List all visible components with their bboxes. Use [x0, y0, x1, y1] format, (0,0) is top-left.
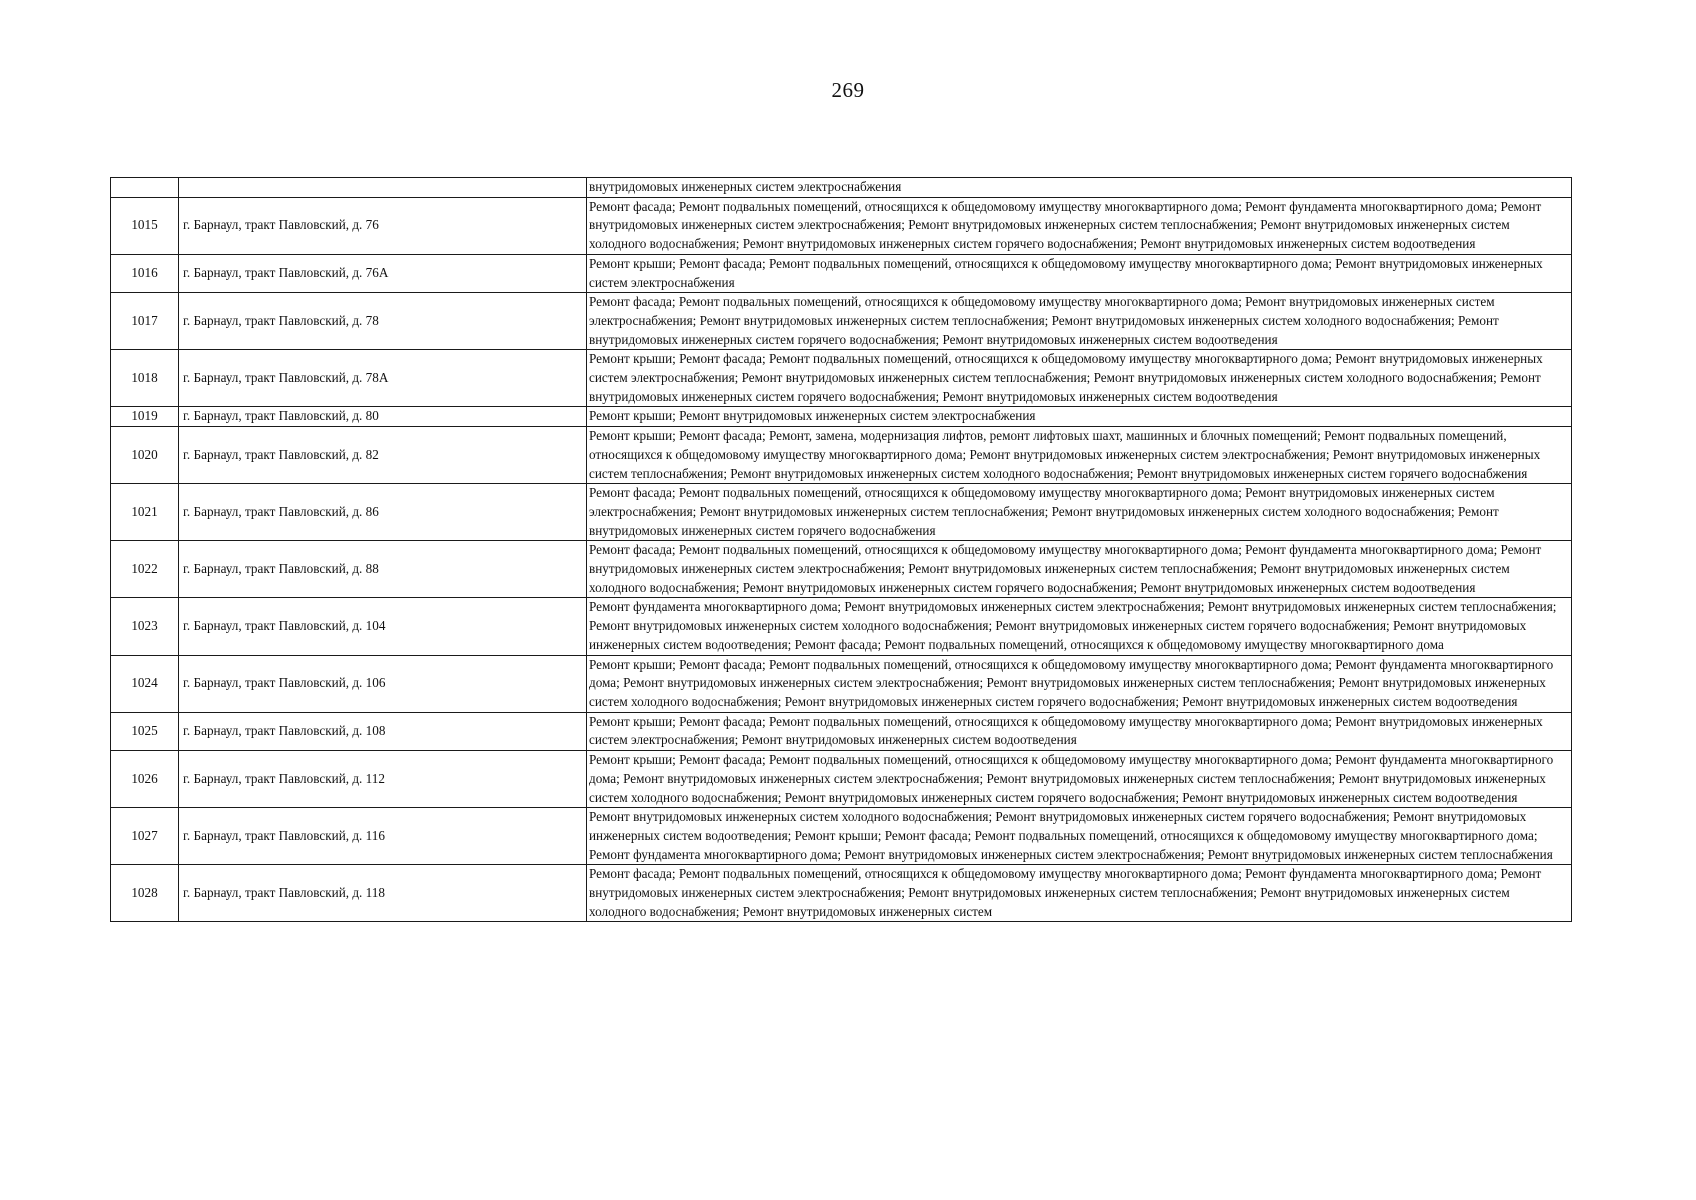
row-number-cell: 1016 — [111, 254, 179, 292]
row-number-cell: 1028 — [111, 865, 179, 922]
row-number-cell: 1021 — [111, 484, 179, 541]
table-row-continuation — [111, 178, 1572, 198]
address-cell: г. Барнаул, тракт Павловский, д. 118 — [179, 865, 587, 922]
row-number-cell: 1027 — [111, 808, 179, 865]
address-cell: г. Барнаул, тракт Павловский, д. 78 — [179, 293, 587, 350]
address-cell: г. Барнаул, тракт Павловский, д. 82 — [179, 427, 587, 484]
row-number-cell: 1020 — [111, 427, 179, 484]
row-number-cell: 1024 — [111, 655, 179, 712]
table-row — [111, 407, 1572, 427]
address-cell: г. Барнаул, тракт Павловский, д. 76 — [179, 197, 587, 254]
table-row — [111, 293, 1572, 350]
row-number-cell: 1015 — [111, 197, 179, 254]
table-row — [111, 655, 1572, 712]
works-cell: Ремонт фасада; Ремонт подвальных помещений, относящихся к общедомовому имуществу многоквартирного дома; Ремонт фундамента многоквартирного дома; Ремонт внутридомовых инженерных систем электроснабжения; Ремонт внутридомовых инженерных систем теплоснабжения; Ремонт внутридомовых инженерных систем холодного водоснабжения; Ремонт внутридомовых инженерных систем горячего водоснабжения; Ремонт внутридомовых инженерных систем водоотведения — [587, 541, 1572, 598]
row-number-cell: 1025 — [111, 712, 179, 750]
repair-works-table — [110, 177, 1572, 922]
table-body — [111, 178, 1572, 922]
works-cell: Ремонт крыши; Ремонт фасада; Ремонт подвальных помещений, относящихся к общедомовому имуществу многоквартирного дома; Ремонт внутридомовых инженерных систем электроснабжения; Ремонт внутридомовых инженерных систем водоотведения — [587, 712, 1572, 750]
table-row — [111, 427, 1572, 484]
works-cell: Ремонт крыши; Ремонт фасада; Ремонт подвальных помещений, относящихся к общедомовому имуществу многоквартирного дома; Ремонт фундамента многоквартирного дома; Ремонт внутридомовых инженерных систем электроснабжения; Ремонт внутридомовых инженерных систем теплоснабжения; Ремонт внутридомовых инженерных систем холодного водоснабжения; Ремонт внутридомовых инженерных систем горячего водоснабжения; Ремонт внутридомовых инженерных систем водоотведения — [587, 751, 1572, 808]
table-row — [111, 541, 1572, 598]
address-cell: г. Барнаул, тракт Павловский, д. 80 — [179, 407, 587, 427]
works-cell: Ремонт фасада; Ремонт подвальных помещений, относящихся к общедомовому имуществу многоквартирного дома; Ремонт фундамента многоквартирного дома; Ремонт внутридомовых инженерных систем электроснабжения; Ремонт внутридомовых инженерных систем теплоснабжения; Ремонт внутридомовых инженерных систем холодного водоснабжения; Ремонт внутридомовых инженерных систем горячего водоснабжения; Ремонт внутридомовых инженерных систем водоотведения — [587, 197, 1572, 254]
table-row — [111, 254, 1572, 292]
address-cell: г. Барнаул, тракт Павловский, д. 112 — [179, 751, 587, 808]
address-cell: г. Барнаул, тракт Павловский, д. 106 — [179, 655, 587, 712]
page-number: 269 — [831, 78, 865, 102]
works-cell: Ремонт крыши; Ремонт фасада; Ремонт, замена, модернизация лифтов, ремонт лифтовых шахт, машинных и блочных помещений; Ремонт подвальных помещений, относящихся к общедомовому имуществу многоквартирного дома; Ремонт внутридомовых инженерных систем электроснабжения; Ремонт внутридомовых инженерных систем теплоснабжения; Ремонт внутридомовых инженерных систем холодного водоснабжения; Ремонт внутридомовых инженерных систем горячего водоснабжения — [587, 427, 1572, 484]
works-cell: Ремонт фасада; Ремонт подвальных помещений, относящихся к общедомовому имуществу многоквартирного дома; Ремонт внутридомовых инженерных систем электроснабжения; Ремонт внутридомовых инженерных систем теплоснабжения; Ремонт внутридомовых инженерных систем холодного водоснабжения; Ремонт внутридомовых инженерных систем горячего водоснабжения; Ремонт внутридомовых инженерных систем водоотведения — [587, 293, 1572, 350]
works-cell: Ремонт крыши; Ремонт внутридомовых инженерных систем электроснабжения — [587, 407, 1572, 427]
table-row — [111, 350, 1572, 407]
address-cell: г. Барнаул, тракт Павловский, д. 86 — [179, 484, 587, 541]
table-row — [111, 598, 1572, 655]
address-cell: г. Барнаул, тракт Павловский, д. 76А — [179, 254, 587, 292]
row-number-cell: 1026 — [111, 751, 179, 808]
table-row — [111, 712, 1572, 750]
works-cell: Ремонт фасада; Ремонт подвальных помещений, относящихся к общедомовому имуществу многоквартирного дома; Ремонт внутридомовых инженерных систем электроснабжения; Ремонт внутридомовых инженерных систем теплоснабжения; Ремонт внутридомовых инженерных систем холодного водоснабжения; Ремонт внутридомовых инженерных систем горячего водоснабжения — [587, 484, 1572, 541]
row-number-cell: 1019 — [111, 407, 179, 427]
row-number-cell: 1018 — [111, 350, 179, 407]
table-row — [111, 808, 1572, 865]
works-cell: Ремонт внутридомовых инженерных систем холодного водоснабжения; Ремонт внутридомовых инженерных систем горячего водоснабжения; Ремонт внутридомовых инженерных систем водоотведения; Ремонт крыши; Ремонт фасада; Ремонт подвальных помещений, относящихся к общедомовому имуществу многоквартирного дома; Ремонт фундамента многоквартирного дома; Ремонт внутридомовых инженерных систем электроснабжения; Ремонт внутридомовых инженерных систем теплоснабжения — [587, 808, 1572, 865]
row-number-cell: 1017 — [111, 293, 179, 350]
row-number-cell: 1022 — [111, 541, 179, 598]
address-cell: г. Барнаул, тракт Павловский, д. 88 — [179, 541, 587, 598]
address-cell: г. Барнаул, тракт Павловский, д. 116 — [179, 808, 587, 865]
row-number-cell — [111, 178, 179, 198]
works-cell: Ремонт фасада; Ремонт подвальных помещений, относящихся к общедомовому имуществу многоквартирного дома; Ремонт фундамента многоквартирного дома; Ремонт внутридомовых инженерных систем электроснабжения; Ремонт внутридомовых инженерных систем теплоснабжения; Ремонт внутридомовых инженерных систем холодного водоснабжения; Ремонт внутридомовых инженерных систем — [587, 865, 1572, 922]
works-cell: Ремонт крыши; Ремонт фасада; Ремонт подвальных помещений, относящихся к общедомовому имуществу многоквартирного дома; Ремонт фундамента многоквартирного дома; Ремонт внутридомовых инженерных систем электроснабжения; Ремонт внутридомовых инженерных систем теплоснабжения; Ремонт внутридомовых инженерных систем холодного водоснабжения; Ремонт внутридомовых инженерных систем горячего водоснабжения; Ремонт внутридомовых инженерных систем водоотведения — [587, 655, 1572, 712]
table-row — [111, 484, 1572, 541]
works-cell: Ремонт крыши; Ремонт фасада; Ремонт подвальных помещений, относящихся к общедомовому имуществу многоквартирного дома; Ремонт внутридомовых инженерных систем электроснабжения — [587, 254, 1572, 292]
works-cell: внутридомовых инженерных систем электроснабжения — [587, 178, 1572, 198]
table-row — [111, 865, 1572, 922]
address-cell — [179, 178, 587, 198]
address-cell: г. Барнаул, тракт Павловский, д. 108 — [179, 712, 587, 750]
table-row — [111, 197, 1572, 254]
row-number-cell: 1023 — [111, 598, 179, 655]
works-cell: Ремонт крыши; Ремонт фасада; Ремонт подвальных помещений, относящихся к общедомовому имуществу многоквартирного дома; Ремонт внутридомовых инженерных систем электроснабжения; Ремонт внутридомовых инженерных систем теплоснабжения; Ремонт внутридомовых инженерных систем холодного водоснабжения; Ремонт внутридомовых инженерных систем горячего водоснабжения; Ремонт внутридомовых инженерных систем водоотведения — [587, 350, 1572, 407]
table-row — [111, 751, 1572, 808]
works-cell: Ремонт фундамента многоквартирного дома; Ремонт внутридомовых инженерных систем электроснабжения; Ремонт внутридомовых инженерных систем теплоснабжения; Ремонт внутридомовых инженерных систем холодного водоснабжения; Ремонт внутридомовых инженерных систем горячего водоснабжения; Ремонт внутридомовых инженерных систем водоотведения; Ремонт фасада; Ремонт подвальных помещений, относящихся к общедомовому имуществу многоквартирного дома — [587, 598, 1572, 655]
address-cell: г. Барнаул, тракт Павловский, д. 104 — [179, 598, 587, 655]
address-cell: г. Барнаул, тракт Павловский, д. 78А — [179, 350, 587, 407]
